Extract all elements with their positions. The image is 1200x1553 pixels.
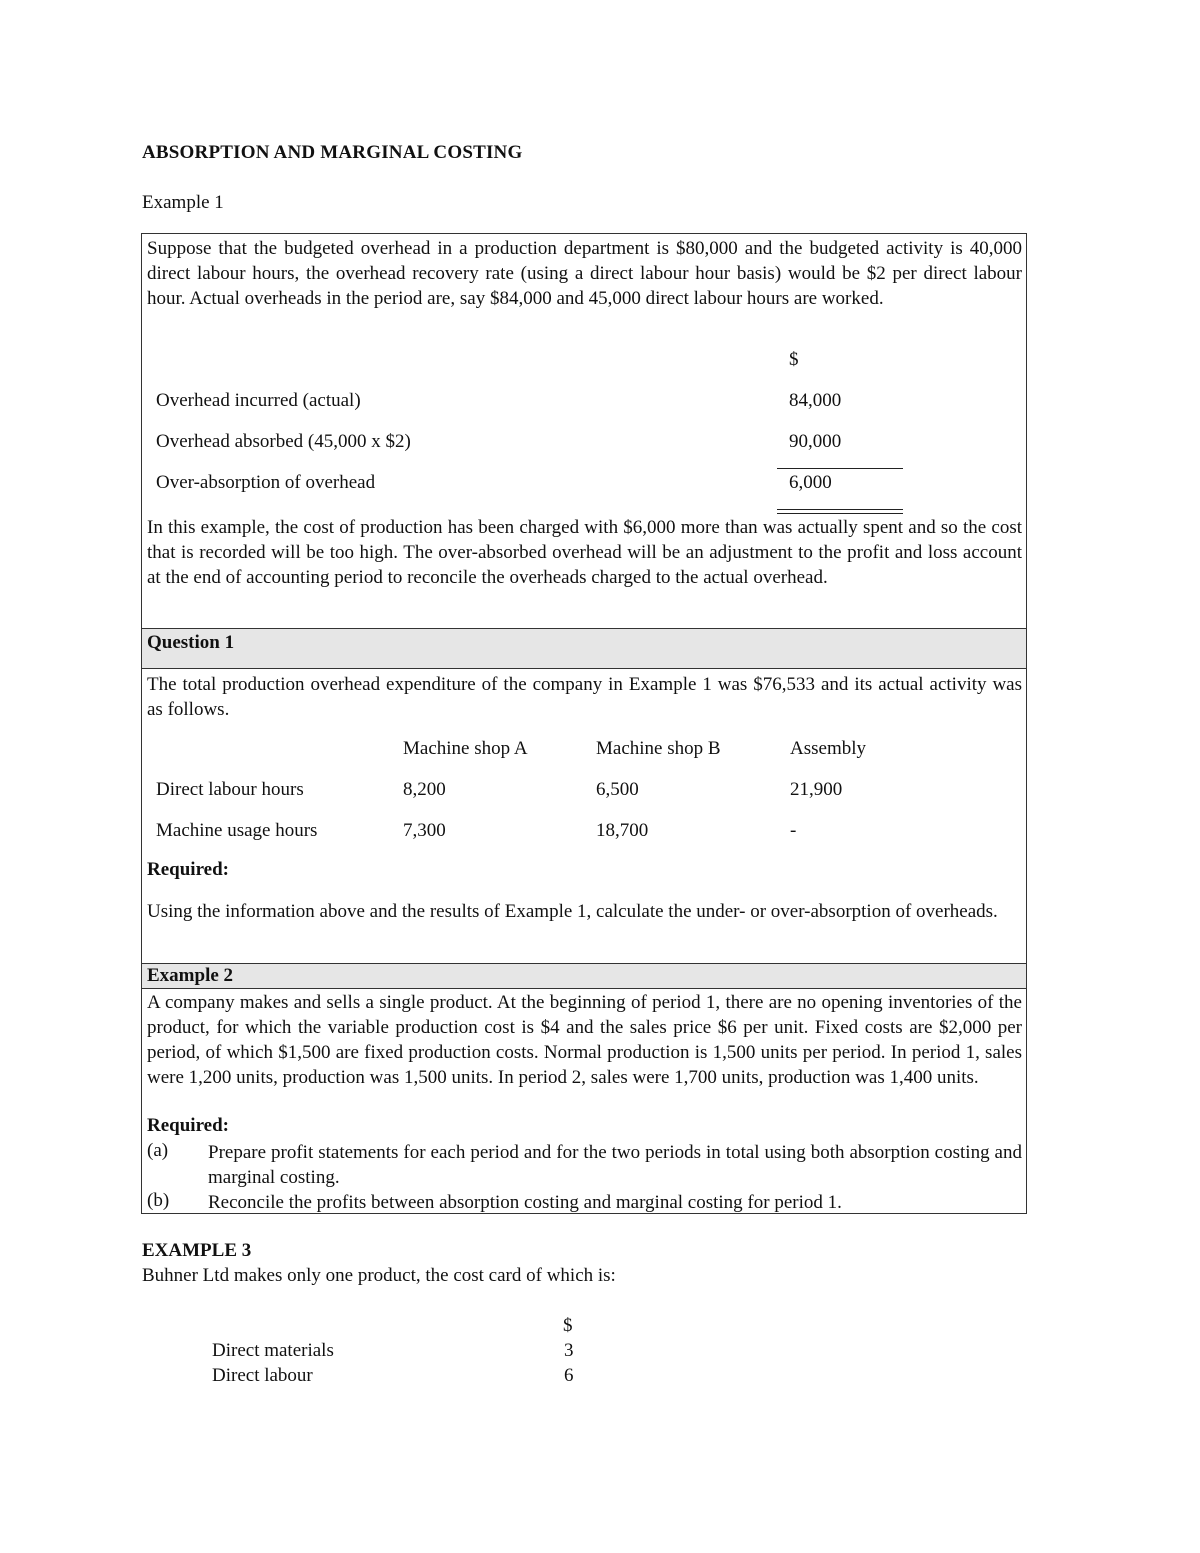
example1-row-value: 90,000 bbox=[789, 431, 842, 452]
question1-heading: Question 1 bbox=[147, 632, 235, 653]
question1-row-label: Direct labour hours bbox=[156, 779, 304, 800]
question1-required-label: Required: bbox=[147, 859, 229, 880]
example3-currency-header: $ bbox=[563, 1315, 573, 1336]
example3-row-label: Direct materials bbox=[212, 1340, 334, 1361]
example1-currency-header: $ bbox=[789, 349, 799, 370]
column-header: Assembly bbox=[790, 738, 866, 759]
example2-heading: Example 2 bbox=[147, 965, 234, 986]
example1-row-label: Overhead absorbed (45,000 x $2) bbox=[156, 431, 411, 452]
example2-box bbox=[141, 988, 1027, 1214]
item-text: Prepare profit statements for each period and for the two periods in total using both absorption costing and marginal costing. bbox=[208, 1142, 1022, 1188]
example2-required-label: Required: bbox=[147, 1115, 229, 1136]
question1-cell: 6,500 bbox=[596, 779, 639, 800]
page-title: ABSORPTION AND MARGINAL COSTING bbox=[142, 142, 523, 163]
question1-cell: 8,200 bbox=[403, 779, 446, 800]
question1-intro: The total production overhead expenditure of the company in Example 1 was $76,533 and its actual activity was as follows. bbox=[147, 674, 1022, 720]
question1-box bbox=[141, 668, 1027, 964]
example1-conclusion: In this example, the cost of production has been charged with $6,000 more than was actually spent and so the cost that is recorded will be too high. The over-absorbed overhead will be an adjustment to the profit and loss account at the end of accounting period to reconcile the overheads charged to the actual overhead. bbox=[147, 517, 1022, 588]
example1-box bbox=[141, 233, 1027, 629]
question1-cell: 18,700 bbox=[596, 820, 649, 841]
example1-row-value: 84,000 bbox=[789, 390, 842, 411]
question1-required-text: Using the information above and the results of Example 1, calculate the under- or over-absorption of overheads. bbox=[147, 901, 998, 922]
subtotal-rule bbox=[777, 468, 903, 469]
item-text: Reconcile the profits between absorption costing and marginal costing for period 1. bbox=[208, 1192, 842, 1213]
example3-heading: EXAMPLE 3 bbox=[142, 1240, 252, 1261]
question1-cell: - bbox=[790, 820, 797, 841]
question1-cell: 7,300 bbox=[403, 820, 446, 841]
example2-header bbox=[141, 963, 1027, 989]
example3-row-label: Direct labour bbox=[212, 1365, 313, 1386]
total-double-rule bbox=[777, 509, 903, 514]
example1-row-label: Overhead incurred (actual) bbox=[156, 390, 361, 411]
example3-row-value: 6 bbox=[564, 1365, 574, 1386]
example1-intro: Suppose that the budgeted overhead in a production department is $80,000 and the budgeted activity is 40,000 direct labour hours, the overhead recovery rate (using a direct labour hour basis) would be $2 per direct labour hour. Actual overheads in the period are, say $84,000 and 45,000 direct labour hours are worked. bbox=[147, 238, 1022, 309]
question1-cell: 21,900 bbox=[790, 779, 843, 800]
example1-label: Example 1 bbox=[142, 192, 224, 213]
example3-row-value: 3 bbox=[564, 1340, 574, 1361]
example2-body: A company makes and sells a single product. At the beginning of period 1, there are no opening inventories of the product, for which the variable production cost is $4 and the sales price $6 per unit. Fixed costs are $2,000 per period, of which $1,500 are fixed production costs. Normal production is 1,500 units per period. In period 1, sales were 1,200 units, production was 1,500 units. In period 2, sales were 1,700 units, production was 1,400 units. bbox=[147, 992, 1022, 1088]
question1-row-label: Machine usage hours bbox=[156, 820, 318, 841]
example1-row-value: 6,000 bbox=[789, 472, 832, 493]
item-marker: (a) bbox=[147, 1140, 169, 1161]
example3-intro: Buhner Ltd makes only one product, the cost card of which is: bbox=[142, 1265, 616, 1286]
question1-header bbox=[141, 628, 1027, 669]
column-header: Machine shop A bbox=[403, 738, 528, 759]
example1-row-label: Over-absorption of overhead bbox=[156, 472, 376, 493]
column-header: Machine shop B bbox=[596, 738, 721, 759]
item-marker: (b) bbox=[147, 1190, 170, 1211]
